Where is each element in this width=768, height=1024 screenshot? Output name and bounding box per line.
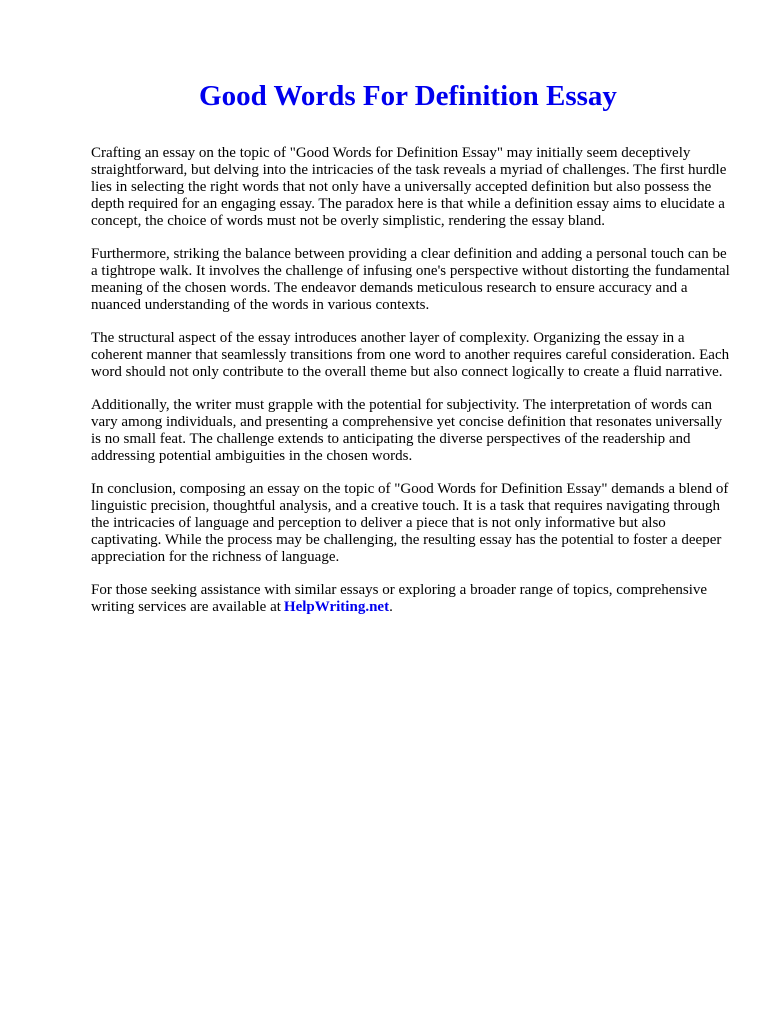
- closing-text: For those seeking assistance with similar essays or exploring a broader range of topics, comprehensive writing services are available at: [91, 582, 708, 615]
- document-title: Good Words For Definition Essay: [199, 80, 617, 112]
- helpwriting-link[interactable]: HelpWriting.net: [283, 599, 390, 615]
- paragraph-2: Furthermore, striking the balance between providing a clear definition and adding a personal touch can be a tightrope walk. It involves the challenge of infusing one's perspective without distorting the fundamental meaning of the chosen words. The endeavor demands meticulous research to ensure accuracy and a nuanced understanding of the words in various contexts.: [91, 246, 730, 313]
- paragraph-5: In conclusion, composing an essay on the topic of "Good Words for Definition Essay" demands a blend of linguistic precision, thoughtful analysis, and a creative touch. It is a task that requires navigating through the intricacies of language and perception to deliver a piece that is not only informative but also captivating. While the process may be challenging, the resulting essay has the potential to foster a deeper appreciation for the richness of language.: [91, 481, 729, 565]
- closing-suffix: .: [389, 599, 393, 615]
- paragraph-3: The structural aspect of the essay introduces another layer of complexity. Organizing the essay in a coherent manner that seamlessly transitions from one word to another requires careful consideration. Each word should not only contribute to the overall theme but also connect logically to create a fluid narrative.: [91, 330, 730, 380]
- closing-paragraph: [91, 582, 731, 616]
- paragraph-1: Crafting an essay on the topic of "Good Words for Definition Essay" may initially seem deceptively straightforward, but delving into the intricacies of the task reveals a myriad of challenges. The first hurdle lies in selecting the right words that not only have a universally accepted definition but also possess the depth required for an engaging essay. The paradox here is that while a definition essay aims to elucidate a concept, the choice of words must not be overly simplistic, rendering the essay bland.: [91, 145, 727, 229]
- document-body: [91, 145, 731, 632]
- paragraph-4: Additionally, the writer must grapple with the potential for subjectivity. The interpretation of words can vary among individuals, and presenting a comprehensive yet concise definition that resonates universally is no small feat. The challenge extends to anticipating the diverse perspectives of the readership and addressing potential ambiguities in the chosen words.: [91, 397, 723, 464]
